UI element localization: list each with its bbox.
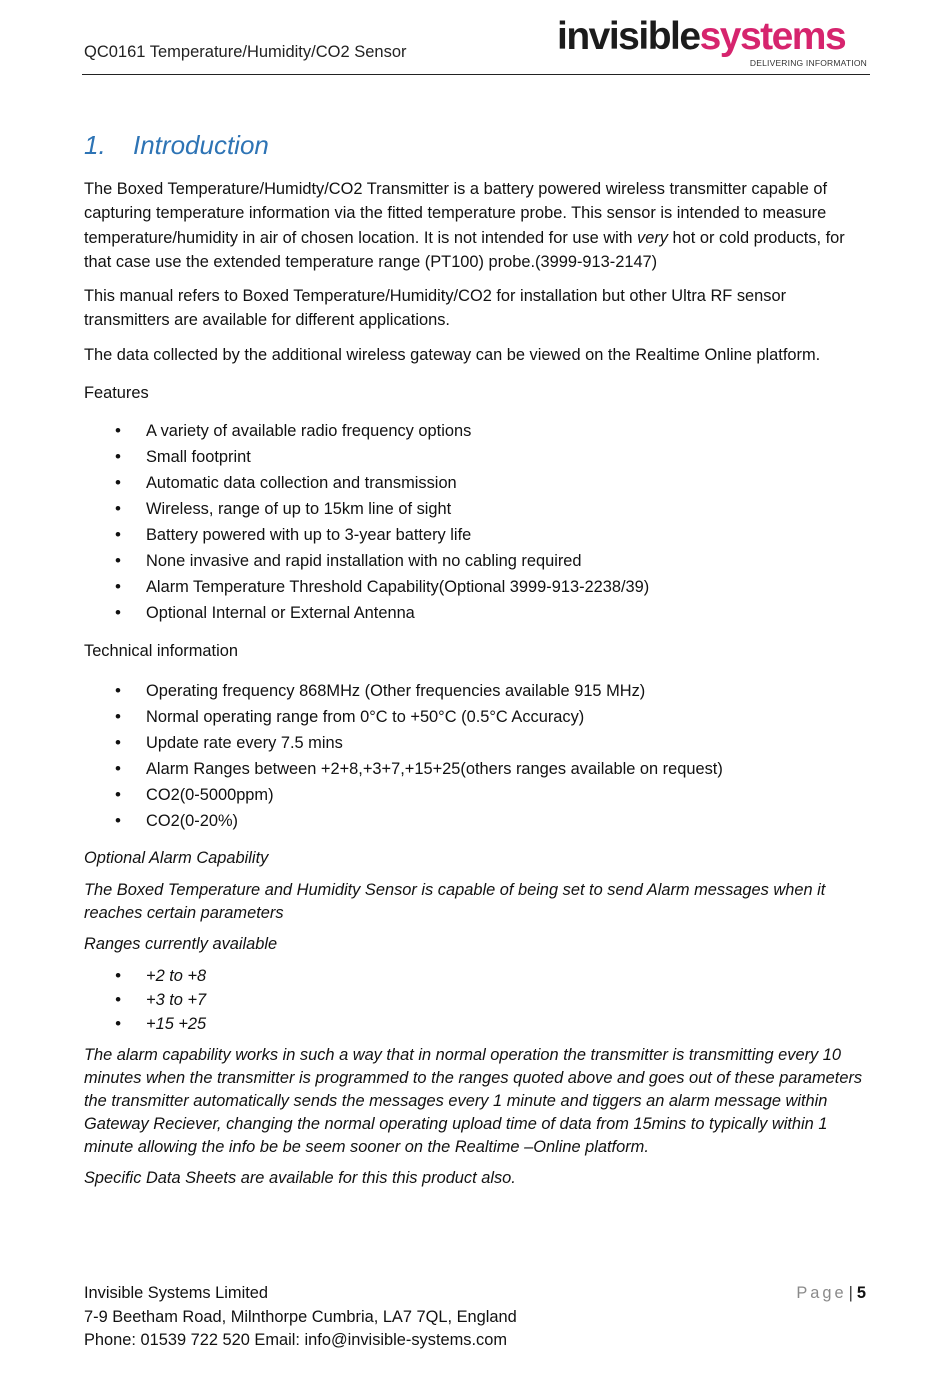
features-list xyxy=(84,418,866,626)
section-heading xyxy=(84,130,269,161)
section-number: 1. xyxy=(84,130,106,160)
list-item: • CO2(0-20%) xyxy=(84,808,866,834)
page-number-block xyxy=(796,1282,866,1306)
list-item: • Optional Internal or External Antenna xyxy=(84,600,866,626)
ranges-list xyxy=(84,964,866,1036)
section-title: Introduction xyxy=(133,130,269,160)
list-item: • CO2(0-5000ppm) xyxy=(84,782,866,808)
list-item: • None invasive and rapid installation with no cabling required xyxy=(84,548,866,574)
document-title: QC0161 Temperature/Humidity/CO2 Sensor xyxy=(84,43,407,61)
list-item: • +15 +25 xyxy=(84,1012,866,1036)
company-logo xyxy=(557,14,869,68)
list-item: • Alarm Temperature Threshold Capability(Optional 3999-913-2238/39) xyxy=(84,574,866,600)
intro-paragraph-3: The data collected by the additional wireless gateway can be viewed on the Realtime Online platform. xyxy=(84,345,821,364)
intro-paragraph-2: This manual refers to Boxed Temperature/Humidity/CO2 for installation but other Ultra RF sensor transmitters are available for different applications. xyxy=(84,287,787,330)
list-item: • Operating frequency 868MHz (Other frequencies available 915 MHz) xyxy=(84,678,866,704)
footer-company: Invisible Systems Limited xyxy=(84,1284,269,1302)
alarm-paragraph-3: Specific Data Sheets are available for this this product also. xyxy=(84,1168,516,1187)
list-item: • Normal operating range from 0°C to +50°C (0.5°C Accuracy) xyxy=(84,704,866,730)
list-item: • A variety of available radio frequency options xyxy=(84,418,866,444)
emphasis-very: very xyxy=(637,228,668,247)
ranges-heading: Ranges currently available xyxy=(84,934,278,953)
list-item: • Update rate every 7.5 mins xyxy=(84,730,866,756)
alarm-paragraph-2: The alarm capability works in such a way that in normal operation the transmitter is transmitting every 10 minutes when the transmitter is programmed to the ranges quoted above and goes out of these parameters the transmitter automatically sends the messages every 1 minute and tiggers an alarm message within Gateway Reciever, changing the normal operating upload time of data from 15mins to typically within 1 minute allowing the info be be seem sooner on the Realtime –Online platform. xyxy=(84,1045,863,1156)
alarm-paragraph-1: The Boxed Temperature and Humidity Sensor is capable of being set to send Alarm messages when it reaches certain parameters xyxy=(84,880,826,922)
page-label: Page xyxy=(796,1284,847,1302)
list-item: • Battery powered with up to 3-year battery life xyxy=(84,522,866,548)
page-content xyxy=(84,177,866,1198)
logo-text-invisible: invisible xyxy=(557,15,700,58)
footer-contact: Phone: 01539 722 520 Email: info@invisible-systems.com xyxy=(84,1331,507,1349)
list-item: • Alarm Ranges between +2+8,+3+7,+15+25(others ranges available on request) xyxy=(84,756,866,782)
logo-text-systems: systems xyxy=(699,15,846,58)
list-item: • Wireless, range of up to 15km line of sight xyxy=(84,496,866,522)
logo-tagline: DELIVERING INFORMATION xyxy=(749,58,867,68)
header-divider xyxy=(82,74,870,75)
list-item: • +3 to +7 xyxy=(84,988,866,1012)
alarm-heading: Optional Alarm Capability xyxy=(84,848,269,867)
page-separator: | xyxy=(848,1284,853,1302)
technical-heading: Technical information xyxy=(84,642,238,661)
list-item: • Automatic data collection and transmission xyxy=(84,470,866,496)
alarm-section xyxy=(84,847,866,1190)
list-item: • +2 to +8 xyxy=(84,964,866,988)
page-number: 5 xyxy=(856,1284,866,1302)
footer-address: 7-9 Beetham Road, Milnthorpe Cumbria, LA7 7QL, England xyxy=(84,1307,517,1326)
page-footer xyxy=(84,1282,866,1353)
intro-paragraph-1: The Boxed Temperature/Humidty/CO2 Transmitter is a battery powered wireless transmitter capable of capturing temperature information via the fitted temperature probe. This sensor is intended to measure temperature/humidity in air of chosen location. It is not intended for use with very hot or cold products, for that case use the extended temperature range (PT100) probe.(3999-913-2147) xyxy=(84,180,845,271)
list-item: • Small footprint xyxy=(84,444,866,470)
features-heading: Features xyxy=(84,384,149,403)
technical-list xyxy=(84,678,866,834)
